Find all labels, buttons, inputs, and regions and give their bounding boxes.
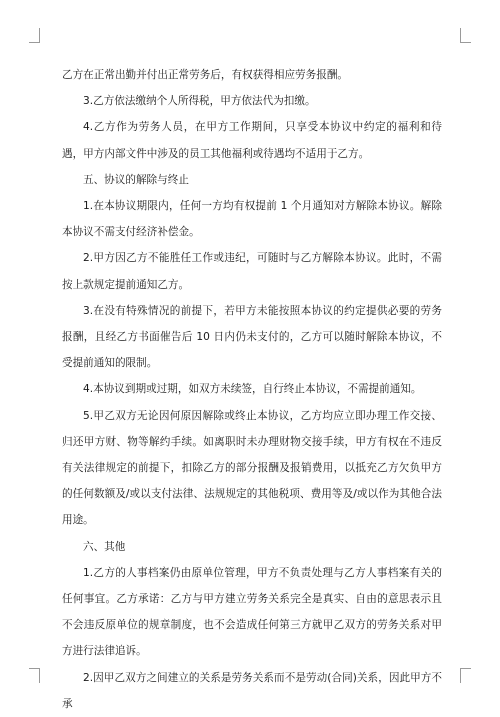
paragraph: 3.乙方依法缴纳个人所得税，甲方依法代为扣缴。 <box>83 95 316 108</box>
crop-mark-bottom-left <box>29 668 40 683</box>
paragraph: 2.因甲乙双方之间建立的关系是劳务关系而不是劳动(合同)关系，因此甲方不承 <box>62 671 442 710</box>
paragraph: 5.甲乙双方无论因何原因解除或终止本协议，乙方均应立即办理工作交接、归还甲方财、物等解约手续。如离职时未办理财物交接手续，甲方有权在不违反有关法律规定的前提下，扣除乙方的部分报酬及报销费用，以抵充乙方欠负甲方的任何数额及/或以支付法律、法规规定的其他税项、费用等及/或以作为其他合法用途。 <box>62 409 442 527</box>
crop-mark-top-left <box>29 28 40 43</box>
paragraph: 2.甲方因乙方不能胜任工作或违纪，可随时与乙方解除本协议。此时，不需按上款规定提前通知乙方。 <box>62 252 442 291</box>
paragraph: 4.乙方作为劳务人员，在甲方工作期间，只享受本协议中约定的福利和待遇，甲方内部文件中涉及的员工其他福利或待遇均不适用于乙方。 <box>62 121 442 160</box>
document-body <box>62 62 442 717</box>
paragraph: 1.乙方的人事档案仍由原单位管理，甲方不负责处理与乙方人事档案有关的任何事宜。乙方承诺：乙方与甲方建立劳务关系完全是真实、自由的意思表示且不会违反原单位的规章制度，也不会造成任何第三方就甲乙双方的劳务关系对甲方进行法律追诉。 <box>62 566 442 658</box>
crop-mark-top-right <box>460 28 471 43</box>
crop-mark-bottom-right <box>460 668 471 683</box>
paragraph: 乙方在正常出勤并付出正常劳务后，有权获得相应劳务报酬。 <box>62 69 349 81</box>
section-heading: 六、其他 <box>83 540 126 553</box>
section-heading: 五、协议的解除与终止 <box>83 173 189 186</box>
paragraph: 4.本协议到期或过期，如双方未续签，自行终止本协议，不需提前通知。 <box>83 383 422 396</box>
paragraph: 3.在没有特殊情况的前提下，若甲方未能按照本协议的约定提供必要的劳务报酬，且经乙方书面催告后 10 日内仍未支付的，乙方可以随时解除本协议，不受提前通知的限制。 <box>62 304 442 370</box>
paragraph: 1.在本协议期限内，任何一方均有权提前 1 个月通知对方解除本协议。解除本协议不需支付经济补偿金。 <box>62 200 442 239</box>
